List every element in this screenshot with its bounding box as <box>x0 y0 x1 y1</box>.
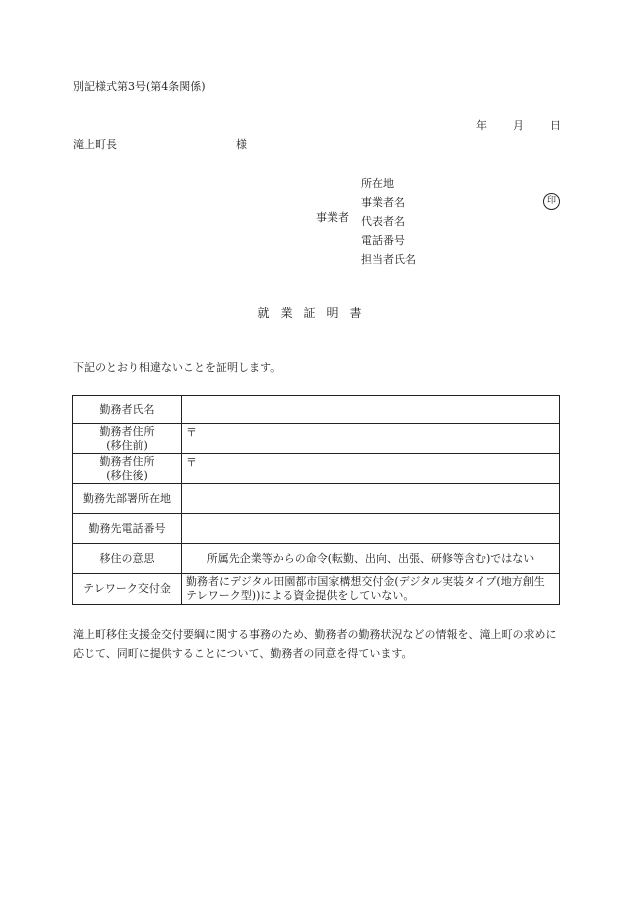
relocation-intent-label: 移住の意思 <box>73 544 182 574</box>
telework-grant-value: 勤務者にデジタル田園都市国家構想交付金(デジタル実装タイプ(地方創生テレワーク型))による資金提供をしていない。 <box>182 574 560 605</box>
field-phone: 電話番号 <box>361 234 405 247</box>
address-before-label <box>73 424 182 454</box>
business-fields <box>361 174 416 269</box>
workplace-address-label: 勤務先部署所在地 <box>73 484 182 514</box>
address-after-main: 勤務者住所 <box>99 454 155 468</box>
field-contact-person: 担当者氏名 <box>361 253 416 266</box>
postal-mark: 〒 <box>186 455 197 469</box>
business-section-label: 事業者 <box>316 211 349 224</box>
address-before-value <box>182 424 560 454</box>
table-row <box>73 574 560 605</box>
date-day: 日 <box>550 119 561 132</box>
table-row <box>73 514 560 544</box>
field-representative: 代表者名 <box>361 215 405 228</box>
workplace-phone-label: 勤務先電話番号 <box>73 514 182 544</box>
field-business-name: 事業者名 <box>361 196 405 209</box>
address-before-main: 勤務者住所 <box>99 424 155 438</box>
worker-name-value <box>182 396 560 424</box>
intro-text: 下記のとおり相違ないことを証明します。 <box>73 361 282 374</box>
address-after-label <box>73 454 182 484</box>
seal-mark: 印 <box>543 193 560 210</box>
workplace-phone-value <box>182 514 560 544</box>
address-before-sub: (移住前) <box>106 438 148 452</box>
field-address: 所在地 <box>361 177 394 190</box>
form-number: 別記様式第3号(第4条関係) <box>73 80 206 93</box>
table-row <box>73 454 560 484</box>
workplace-address-value <box>182 484 560 514</box>
table-row <box>73 396 560 424</box>
certificate-table <box>72 395 560 605</box>
honorific: 様 <box>236 138 247 151</box>
address-after-sub: (移住後) <box>106 468 148 482</box>
table-row <box>73 544 560 574</box>
telework-grant-label: テレワーク交付金 <box>73 574 182 605</box>
date-year: 年 <box>476 119 487 132</box>
date-line <box>476 119 561 133</box>
address-after-value <box>182 454 560 484</box>
addressee: 滝上町長 <box>73 138 117 151</box>
table-row <box>73 484 560 514</box>
date-month: 月 <box>513 119 524 132</box>
consent-note: 滝上町移住支援金交付要綱に関する事務のため、勤務者の勤務状況などの情報を、滝上町の求めに応じて、同町に提供することについて、勤務者の同意を得ています。 <box>73 628 557 660</box>
document-title: 就業証明書 <box>257 306 373 320</box>
worker-name-label: 勤務者氏名 <box>73 396 182 424</box>
table-row <box>73 424 560 454</box>
relocation-intent-value: 所属先企業等からの命令(転勤、出向、出張、研修等含む)ではない <box>182 544 560 574</box>
postal-mark: 〒 <box>186 425 197 439</box>
